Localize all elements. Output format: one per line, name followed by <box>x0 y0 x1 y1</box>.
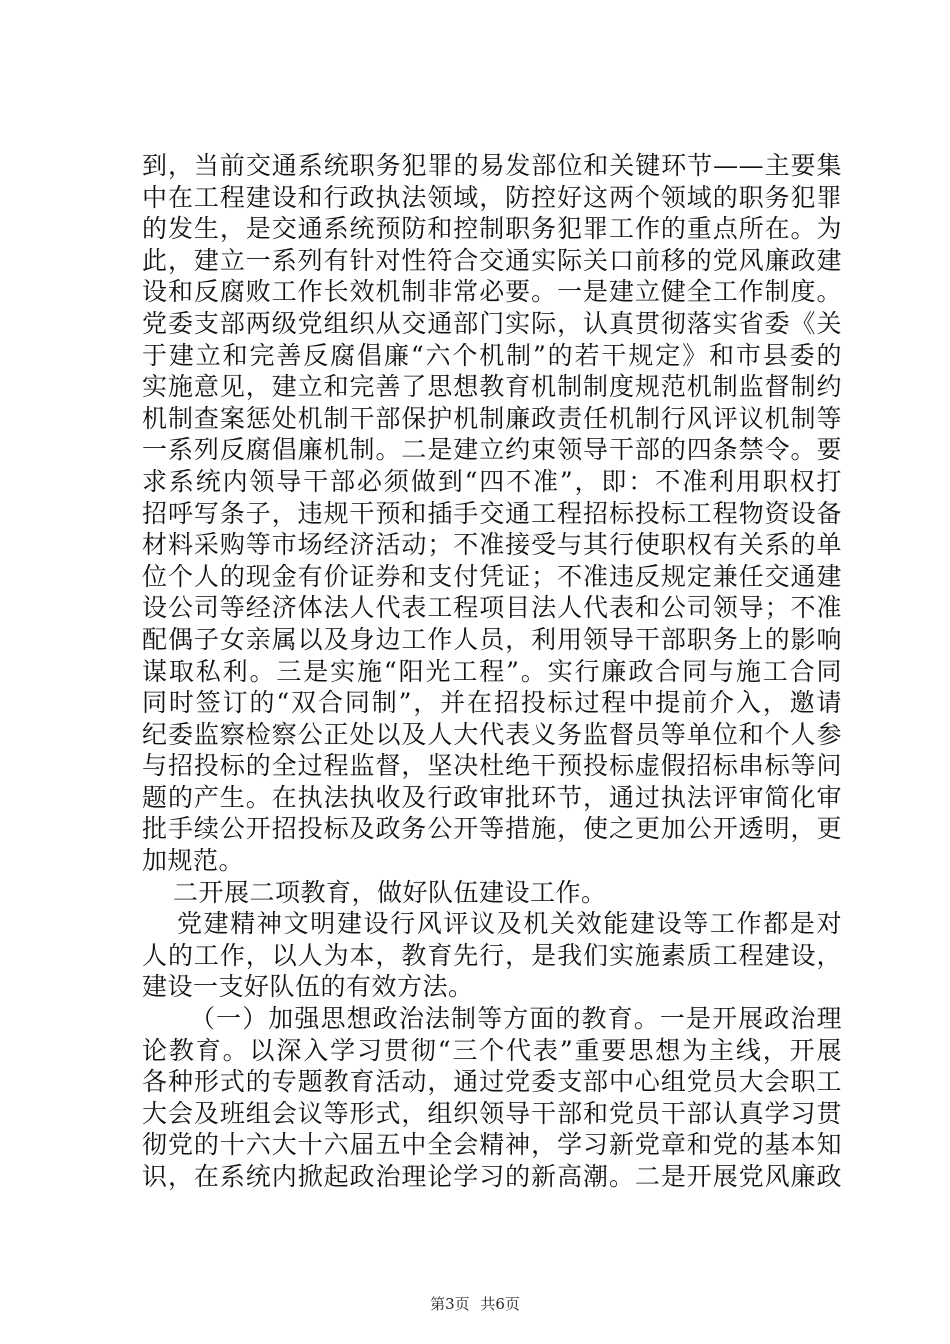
text-line: 配偶子女亲属以及身边工作人员，利用领导干部职务上的影响 <box>142 624 842 654</box>
text-line: 同时签订的“双合同制”，并在招投标过程中提前介入，邀请 <box>142 688 842 718</box>
text-line: 设公司等经济体法人代表工程项目法人代表和公司领导；不准 <box>142 593 842 623</box>
document-body <box>142 150 842 1193</box>
page-total: 共6页 <box>480 1295 520 1313</box>
text-line: 各种形式的专题教育活动，通过党委支部中心组党员大会职工 <box>142 1067 842 1097</box>
text-line: 党建精神文明建设行风评议及机关效能建设等工作都是对 <box>177 909 842 939</box>
text-line: 大会及班组会议等形式，组织领导干部和党员干部认真学习贯 <box>142 1098 842 1128</box>
text-line: 实施意见，建立和完善了思想教育机制制度规范机制监督制约 <box>142 372 842 402</box>
text-line: 于建立和完善反腐倡廉“六个机制”的若干规定》和市县委的 <box>142 340 842 370</box>
text-line: 一系列反腐倡廉机制。二是建立约束领导干部的四条禁令。要 <box>142 435 842 465</box>
text-line: （一）加强思想政治法制等方面的教育。一是开展政治理 <box>190 1004 842 1034</box>
text-line: 位个人的现金有价证券和支付凭证；不准违反规定兼任交通建 <box>142 561 842 591</box>
text-line: 材料采购等市场经济活动；不准接受与其行使职权有关系的单 <box>142 530 842 560</box>
text-line: 论教育。以深入学习贯彻“三个代表”重要思想为主线，开展 <box>142 1035 842 1065</box>
text-line: 中在工程建设和行政执法领域，防控好这两个领域的职务犯罪 <box>142 182 842 212</box>
page-footer <box>0 1293 950 1314</box>
text-line: 与招投标的全过程监督，坚决杜绝干预投标虚假招标串标等问 <box>142 751 842 781</box>
text-line: 识，在系统内掀起政治理论学习的新高潮。二是开展党风廉政 <box>142 1162 842 1191</box>
text-line: 纪委监察检察公正处以及人大代表义务监督员等单位和个人参 <box>142 719 842 749</box>
section-heading: 二开展二项教育，做好队伍建设工作。 <box>173 877 607 907</box>
text-line: 党委支部两级党组织从交通部门实际，认真贯彻落实省委《关 <box>142 308 842 338</box>
text-line: 批手续公开招投标及政务公开等措施，使之更加公开透明，更 <box>142 814 842 844</box>
text-line: 到，当前交通系统职务犯罪的易发部位和关键环节——主要集 <box>142 151 842 180</box>
page-number: 第3页 <box>430 1295 470 1313</box>
text-line: 题的产生。在执法执收及行政审批环节，通过执法评审简化审 <box>142 782 842 812</box>
text-line: 谋取私利。三是实施“阳光工程”。实行廉政合同与施工合同 <box>142 656 842 686</box>
text-line: 人的工作，以人为本，教育先行，是我们实施素质工程建设， <box>142 940 842 970</box>
text-line: 加规范。 <box>142 846 245 876</box>
text-line: 机制查案惩处机制干部保护机制廉政责任机制行风评议机制等 <box>142 403 842 433</box>
text-line: 彻党的十六大十六届五中全会精神，学习新党章和党的基本知 <box>142 1130 842 1160</box>
text-line: 的发生，是交通系统预防和控制职务犯罪工作的重点所在。为 <box>142 214 842 244</box>
text-line: 招呼写条子，违规干预和插手交通工程招标投标工程物资设备 <box>142 498 842 528</box>
text-line: 此，建立一系列有针对性符合交通实际关口前移的党风廉政建 <box>142 245 842 275</box>
text-line: 求系统内领导干部必须做到“四不准”，即：不准利用职权打 <box>142 466 842 496</box>
text-line: 建设一支好队伍的有效方法。 <box>142 972 474 1002</box>
text-line: 设和反腐败工作长效机制非常必要。一是建立健全工作制度。 <box>142 277 842 307</box>
